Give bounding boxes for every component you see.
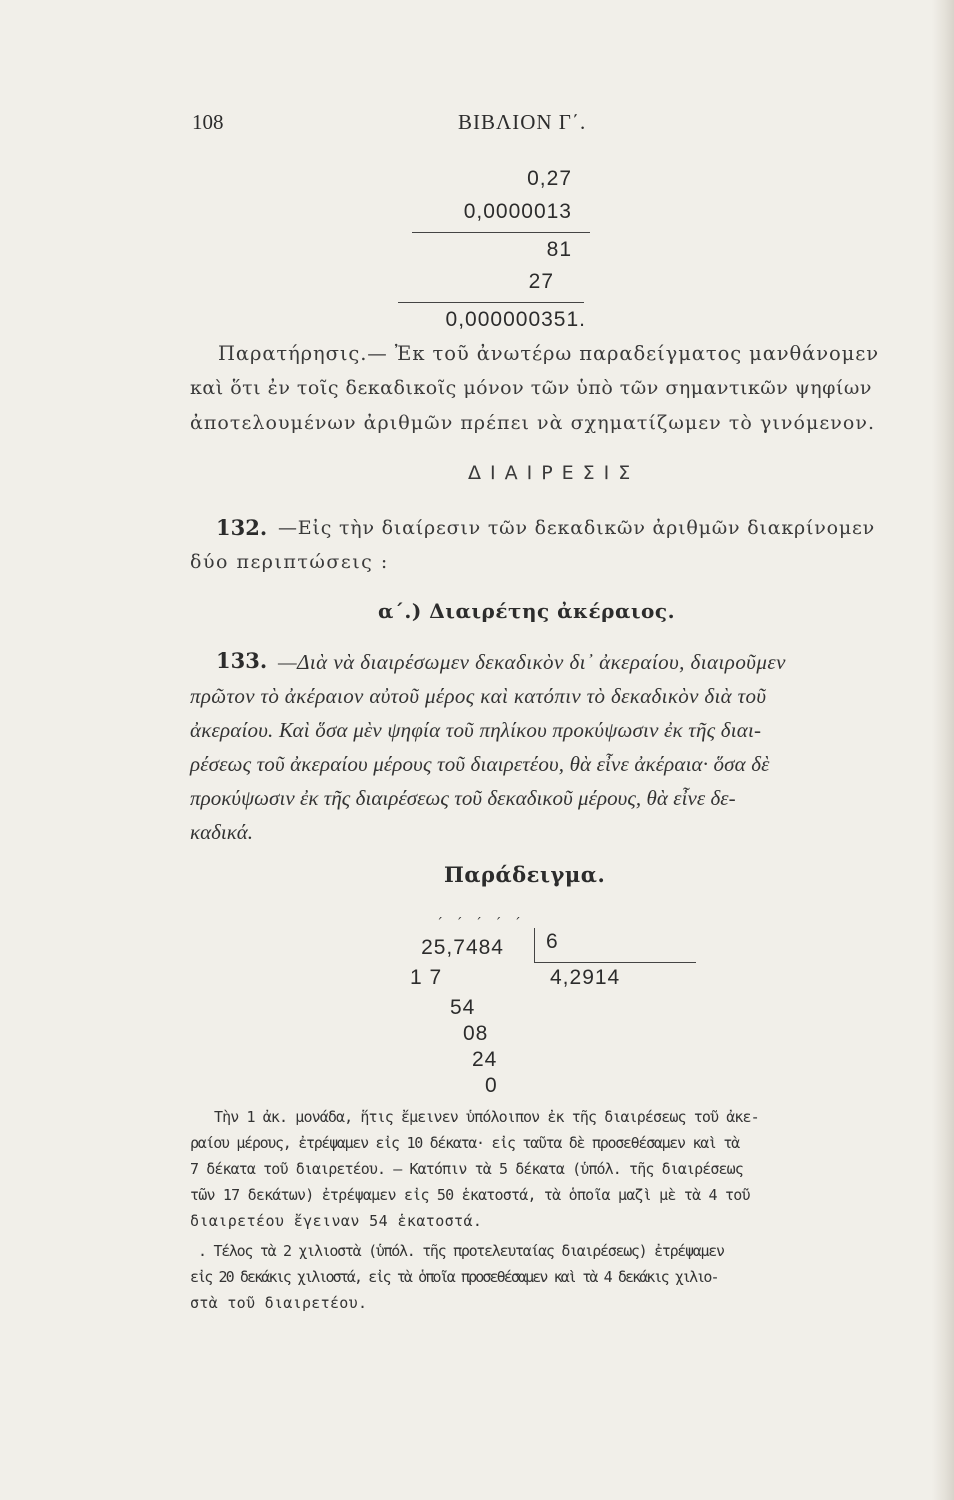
page-number: 108 <box>192 110 224 134</box>
quotient: 4,2914 <box>550 966 621 989</box>
factor-1: 0,27 <box>527 167 572 190</box>
paragraph-number: 133. <box>216 648 268 673</box>
example-heading: Παράδειγμα. <box>444 862 606 887</box>
paragraph-line: δύο περιπτώσεις : <box>190 551 389 573</box>
division-rule <box>534 962 696 963</box>
explanation-line: τῶν 17 δεκάτων) ἐτρέψαμεν εἰς 50 ἑκατοστά, τὰ ὁποῖα μαζὶ μὲ τὰ 4 τοῦ <box>190 1186 750 1204</box>
explanation-line: στὰ τοῦ διαιρετέου. <box>190 1294 368 1312</box>
observation-line: καὶ ὅτι ἐν τοῖς δεκαδικοῖς μόνον τῶν ὑπὸ τῶν σημαντικῶν ψηφίων <box>190 377 872 399</box>
remainder-step: 0 <box>485 1074 498 1097</box>
divisor: 6 <box>546 930 559 953</box>
observation-line: ἀποτελουμένων ἀριθμῶν πρέπει νὰ σχηματίζωμεν τὸ γινόμενον. <box>190 412 876 434</box>
paragraph-line: —Εἰς τὴν διαίρεσιν τῶν δεκαδικῶν ἀριθμῶν διακρίνομεν <box>278 517 875 539</box>
remainder-step: 1 7 <box>410 966 443 989</box>
explanation-line: ραίου μέρους, ἐτρέψαμεν εἰς 10 δέκατα· εἰς ταῦτα δὲ προσεθέσαμεν καὶ τὰ <box>190 1134 739 1152</box>
remainder-step: 24 <box>472 1048 498 1071</box>
remainder-step: 54 <box>450 996 476 1019</box>
division-bracket <box>534 928 535 962</box>
paragraph-line: ρέσεως τοῦ ἀκεραίου μέρους τοῦ διαιρετέου, θὰ εἶνε ἀκέραια· ὅσα δὲ <box>190 752 770 776</box>
explanation-line: εἰς 20 δεκάκις χιλιοστά, εἰς τὰ ὁποῖα προσεθέσαμεν καὶ τὰ 4 δεκάκις χιλιο- <box>190 1268 718 1286</box>
explanation-line: . Τέλος τὰ 2 χιλιοστὰ (ὑπόλ. τῆς προτελευταίας διαιρέσεως) ἐτρέψαμεν <box>198 1242 724 1260</box>
paragraph-line: καδικά. <box>190 820 254 844</box>
running-title: ΒΙΒΛΙΟΝ Γ΄. <box>458 110 587 134</box>
multiplication-rule-2 <box>398 302 584 303</box>
product: 0,000000351. <box>445 308 586 331</box>
page-edge-shadow <box>932 0 954 1500</box>
explanation-line: Τὴν 1 ἀκ. μονάδα, ἥτις ἔμεινεν ὑπόλοιπον ἐκ τῆς διαιρέσεως τοῦ ἀκε- <box>214 1108 759 1126</box>
factor-2: 0,0000013 <box>463 200 572 223</box>
partial-product-2: 27 <box>528 270 554 293</box>
paragraph-line: προκύψωσιν ἐκ τῆς διαιρέσεως τοῦ δεκαδικοῦ μέρους, θὰ εἶνε δε- <box>190 786 736 810</box>
remainder-step: 08 <box>463 1022 489 1045</box>
explanation-line: διαιρετέου ἔγειναν 54 ἑκατοστά. <box>190 1212 483 1230</box>
explanation-line: 7 δέκατα τοῦ διαιρετέου. — Κατόπιν τὰ 5 δέκατα (ὑπόλ. τῆς διαιρέσεως <box>190 1160 743 1178</box>
observation-line: Παρατήρησις.— Ἐκ τοῦ ἀνωτέρω παραδείγματος μανθάνομεν <box>218 342 879 365</box>
subheading: α΄.) Διαιρέτης ἀκέραιος. <box>378 599 676 623</box>
dividend: 25,7484 <box>421 936 504 959</box>
paragraph-line: ἀκεραίου. Καὶ ὅσα μὲν ψηφία τοῦ πηλίκου προκύψωσιν ἐκ τῆς διαι- <box>190 718 762 742</box>
partial-product-1: 81 <box>546 238 572 261</box>
digit-marks: ΄ ΄ ΄ ΄ ΄ <box>436 916 525 932</box>
section-title: ΔΙΑΙΡΕΣΙΣ <box>468 462 640 484</box>
multiplication-rule-1 <box>412 232 590 233</box>
paragraph-line: —Διὰ νὰ διαιρέσωμεν δεκαδικὸν δι᾽ ἀκεραίου, διαιροῦμεν <box>278 650 786 674</box>
paragraph-line: πρῶτον τὸ ἀκέραιον αὐτοῦ μέρος καὶ κατόπιν τὸ δεκαδικὸν διὰ τοῦ <box>190 684 767 708</box>
paragraph-number: 132. <box>216 515 268 540</box>
